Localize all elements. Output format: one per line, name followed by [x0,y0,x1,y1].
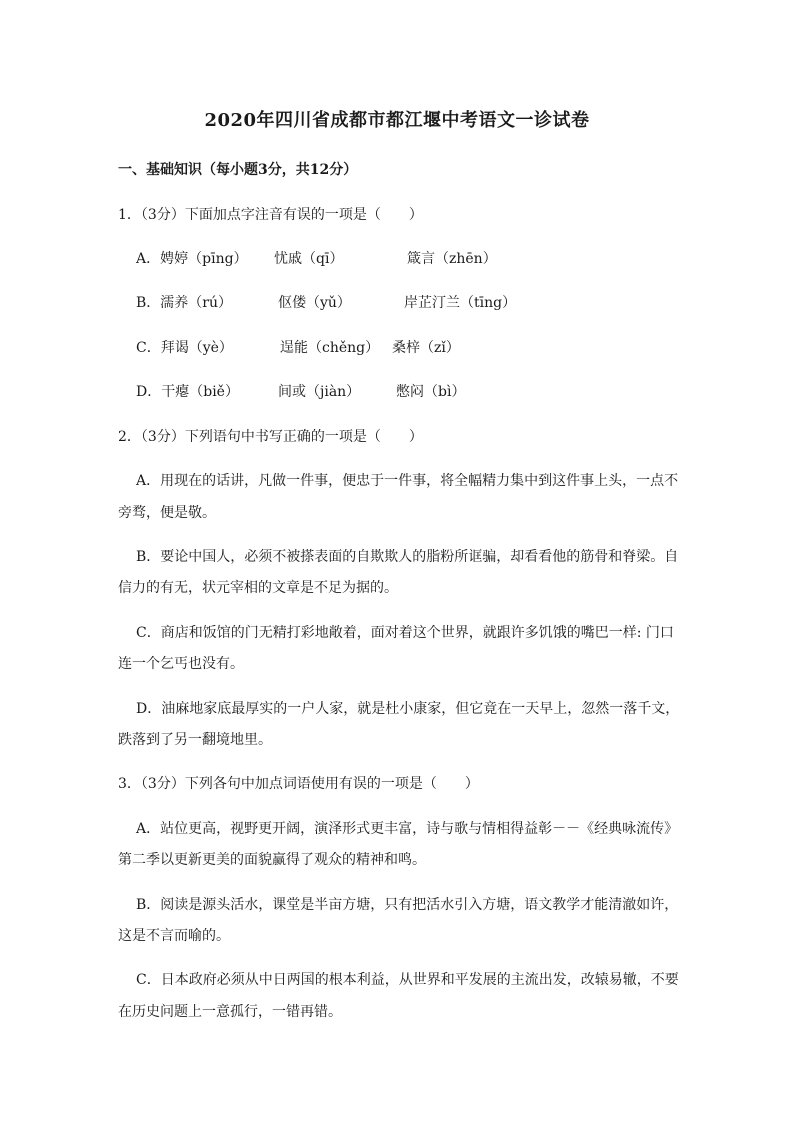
q2-option-b-line-1: B．要论中国人，必须不被搽表面的自欺欺人的脂粉所诓骗，却看看他的筋骨和脊梁。自 [136,549,679,565]
option-label: B． [136,295,161,311]
q3-option-a-line-1: A．站位更高，视野更开阔，演泽形式更丰富，诗与歌与情相得益彰－－《经典咏流传》 [136,821,679,837]
q2-option-d-line-1: D．油麻地家底最厚实的一户人家，就是杜小康家，但它竟在一天早上，忽然一落千文， [136,701,680,717]
q1-option-b [136,292,232,312]
question-2-stem: 2．（3分）下列语句中书写正确的一项是（ ） [118,429,423,445]
q3-option-c-line-1: C．日本政府必须从中日两国的根本利益，从世界和平发展的主流出发，改辕易辙，不要 [136,972,679,988]
question-3-stem: 3．（3分）下列各句中加点词语使用有误的一项是（ ） [118,776,479,792]
q1-option-d [136,381,239,401]
option-word-1: 干瘪（biě） [161,384,239,400]
q2-option-c-line-1: C．商店和饭馆的门无精打彩地敞着，面对着这个世界，就跟许多饥饿的嘴巴一样: 门口 [136,625,674,641]
q1-option-c-word-2: 逞能（chěng） [280,340,380,356]
option-word-1: 拜谒（yè） [160,340,233,356]
q1-option-d-word-3: 憋闷（bì） [396,384,466,400]
q2-option-a-line-1: A．用现在的话讲，凡做一件事，便忠于一件事，将全幅精力集中到这件事上头，一点不 [136,473,679,489]
option-label: D． [136,384,162,400]
option-label: A． [136,251,161,267]
question-1-stem: 1．（3分）下面加点字注音有误的一项是（ ） [118,207,423,223]
option-word-1: 娉婷（pīng） [160,251,248,267]
option-word-1: 濡养（rú） [160,295,233,311]
q3-option-b-line-1: B．阅读是源头活水，课堂是半亩方塘，只有把活水引入方塘，语文教学才能清澈如许， [136,897,679,913]
q1-option-a-word-2: 忧戚（qī） [274,251,344,267]
q1-option-c-word-3: 桑梓（zǐ） [392,340,460,356]
section-heading: 一、基础知识（每小题3分，共12分） [118,162,358,178]
q2-option-a-line-2: 旁骛，便是敬。 [118,505,216,521]
q1-option-b-word-3: 岸芷汀兰（tīng） [404,295,517,311]
q1-option-a [136,248,248,268]
q1-option-a-word-3: 箴言（zhēn） [407,251,497,267]
q1-option-d-word-2: 间或（jiàn） [278,384,361,400]
page-title: 2020年四川省成都市都江堰中考语文一诊试卷 [204,110,590,131]
q2-option-d-line-2: 跌落到了另一翻境地里。 [118,732,272,748]
q2-option-c-line-2: 连一个乞丐也没有。 [118,656,244,672]
q2-option-b-line-2: 信力的有无，状元宰相的文章是不足为据的。 [118,580,398,596]
q1-option-b-word-2: 伛偻（yǔ） [278,295,351,311]
q1-option-c [136,337,233,357]
q3-option-b-line-2: 这是不言而喻的。 [118,928,230,944]
q3-option-c-line-2: 在历史问题上一意孤行，一错再错。 [118,1004,342,1020]
option-label: C． [136,340,161,356]
q3-option-a-line-2: 第二季以更新更美的面貌赢得了观众的精神和鸣。 [118,852,426,868]
